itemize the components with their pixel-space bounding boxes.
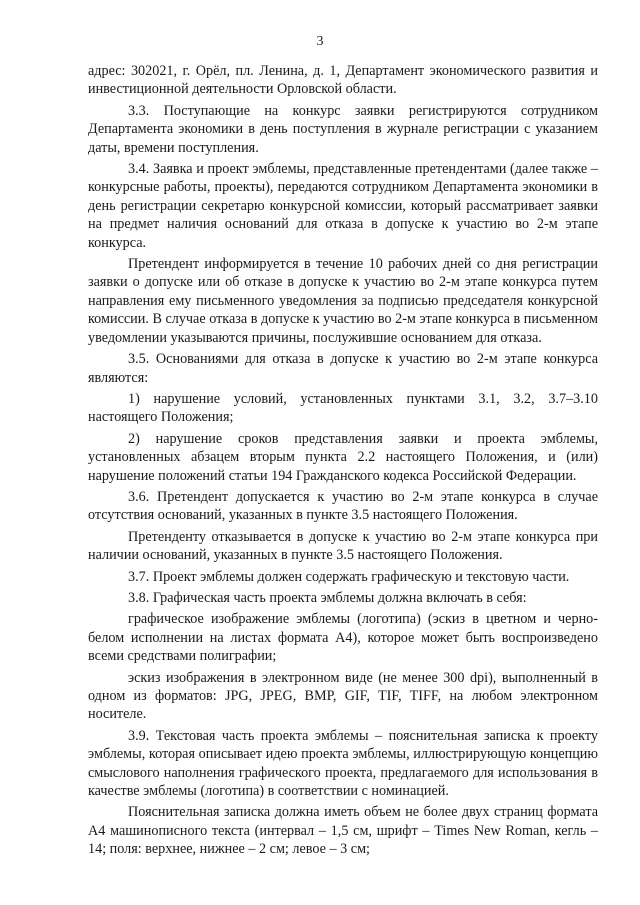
paragraph-3-5-item-1: 1) нарушение условий, установленных пунктами 3.1, 3.2, 3.7–3.10 настоящего Положения; <box>88 390 598 426</box>
page-number: 3 <box>316 34 324 49</box>
paragraph-3-8: 3.8. Графическая часть проекта эмблемы должна включать в себя: <box>128 589 527 606</box>
paragraph-3-4: 3.4. Заявка и проект эмблемы, представленные претендентами (далее также – конкурсные работы, проекты), передаются сотрудником Департамента экономики в день регистрации секретарю конкурсной комиссии, который рассматривает заявки на предмет наличия оснований для отказа в допуске к участию во 2-м этапе конкурса. <box>88 161 598 251</box>
document-body <box>88 62 598 859</box>
paragraph-explanatory-note: Пояснительная записка должна иметь объем не более двух страниц формата А4 машинописного текста (интервал – 1,5 см, шрифт – Times New Roman, кегль – 14; поля: верхнее, нижнее – 2 см; левое – 3 см; <box>88 804 598 858</box>
paragraph-3-3: 3.3. Поступающие на конкурс заявки регистрируются сотрудником Департамента экономики в день поступления в журнале регистрации с указанием даты, времени поступления. <box>88 102 598 156</box>
paragraph-3-7: 3.7. Проект эмблемы должен содержать графическую и текстовую части. <box>128 568 570 585</box>
paragraph-3-5-item-2: 2) нарушение сроков представления заявки и проекта эмблемы, установленных абзацем вторым пункта 2.2 настоящего Положения, и (или) нарушение положений статьи 194 Гражданского кодекса Российской Федерации. <box>88 430 598 484</box>
paragraph-3-5: 3.5. Основаниями для отказа в допуске к участию во 2-м этапе конкурса являются: <box>88 351 598 386</box>
paragraph-3-6: 3.6. Претендент допускается к участию во 2-м этапе конкурса в случае отсутствия оснований, указанных в пункте 3.5 настоящего Положения. <box>88 488 598 524</box>
paragraph-3-8-electronic-sketch: эскиз изображения в электронном виде (не менее 300 dpi), выполненный в одном из форматов: JPG, JPEG, BMP, GIF, TIF, TIFF, на любом электронном носителе. <box>88 669 598 723</box>
paragraph-refusal: Претенденту отказывается в допуске к участию во 2-м этапе конкурса при наличии оснований, указанных в пункте 3.5 настоящего Положения. <box>88 528 598 564</box>
paragraph-address: адрес: 302021, г. Орёл, пл. Ленина, д. 1, Департамент экономического развития и инвестиционной деятельности Орловской области. <box>88 63 598 98</box>
paragraph-3-9: 3.9. Текстовая часть проекта эмблемы – пояснительная записка к проекту эмблемы, которая описывает идею проекта эмблемы, иллюстрирующую концепцию смыслового наполнения графического проекта, предлагаемого для использования в качестве эмблемы (логотипа) в соответствии с номинацией. <box>88 727 598 800</box>
paragraph-3-8-graphic-image: графическое изображение эмблемы (логотипа) (эскиз в цветном и черно-белом исполнении на листах формата А4), которое может быть воспроизведено всеми средствами полиграфии; <box>88 611 598 665</box>
paragraph-applicant-informed: Претендент информируется в течение 10 рабочих дней со дня регистрации заявки о допуске или об отказе в допуске к участию во 2-м этапе конкурса путем направления ему письменного уведомления за подписью председателя конкурсной комиссии. В случае отказа в допуске к участию во 2-м этапе конкурса в письменном уведомлении указываются причины, послужившие основанием для отказа. <box>88 256 598 346</box>
